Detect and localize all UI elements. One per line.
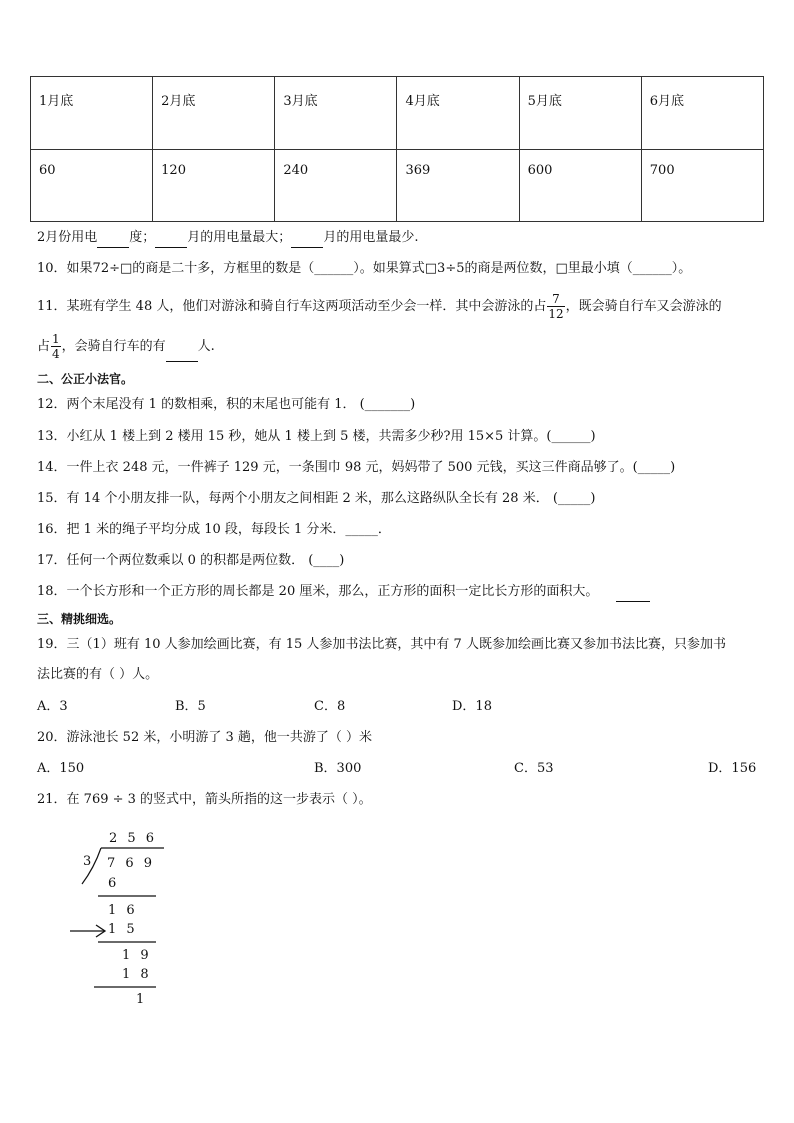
division-remainder: 1 bbox=[136, 992, 148, 1007]
division-step: 6 bbox=[108, 876, 120, 891]
table-cell: 1月底 bbox=[31, 77, 153, 150]
q11-text: 11．某班有学生 48 人，他们对游泳和骑自行车这两项活动至少会一样．其中会游泳的占 bbox=[37, 299, 547, 314]
divisor: 3 bbox=[83, 854, 95, 869]
table-cell: 4月底 bbox=[397, 77, 519, 150]
question-10: 10．如果72÷□的商是二十多，方框里的数是（______）。如果算式□3÷5的商是两位数，□里最小填（______）。 bbox=[37, 261, 692, 276]
q9-text: 月的用电量最少. bbox=[323, 230, 419, 245]
table-cell: 2月底 bbox=[153, 77, 275, 150]
quotient: 2 5 6 bbox=[109, 831, 158, 846]
table-cell: 369 bbox=[397, 149, 519, 222]
division-lines bbox=[60, 820, 180, 1020]
question-11-line2 bbox=[37, 332, 215, 362]
fraction-numerator: 7 bbox=[547, 292, 564, 307]
question-19-line1: 19．三（1）班有 10 人参加绘画比赛，有 15 人参加书法比赛，其中有 7 人既参加绘画比赛又参加书法比赛，只参加书 bbox=[37, 637, 726, 652]
electricity-table bbox=[30, 76, 764, 222]
q9-text: 月的用电量最大； bbox=[187, 230, 292, 245]
table-cell: 600 bbox=[519, 149, 641, 222]
question-15: 15．有 14 个小朋友排一队，每两个小朋友之间相距 2 米，那么这路纵队全长有 28 米． (_____) bbox=[37, 491, 596, 506]
q11-text: ，会骑自行车的有 bbox=[61, 339, 166, 354]
table-cell: 120 bbox=[153, 149, 275, 222]
q11-text: 占 bbox=[37, 339, 51, 354]
q11-text: ，既会骑自行车又会游泳的 bbox=[565, 299, 722, 314]
fraction-1-4 bbox=[51, 332, 61, 361]
question-13: 13．小红从 1 楼上到 2 楼用 15 秒，她从 1 楼上到 5 楼，共需多少秒?用 15×5 计算。(______) bbox=[37, 429, 596, 444]
section-heading-2: 二、公正小法官。 bbox=[37, 372, 134, 386]
division-step: 1 9 bbox=[122, 948, 152, 963]
table-cell: 3月底 bbox=[275, 77, 397, 150]
long-division-figure bbox=[60, 820, 180, 1020]
table-cell: 700 bbox=[641, 149, 763, 222]
dividend: 7 6 9 bbox=[107, 856, 156, 871]
answer-blank[interactable] bbox=[97, 229, 129, 248]
question-9-blanks bbox=[37, 229, 418, 248]
fraction-denominator: 12 bbox=[548, 307, 564, 321]
section-heading-3: 三、精挑细选。 bbox=[37, 612, 122, 626]
answer-blank[interactable] bbox=[166, 333, 198, 362]
division-step: 1 6 bbox=[108, 903, 138, 918]
q19-option-d[interactable]: D．18 bbox=[452, 699, 492, 714]
q19-option-a[interactable]: A．3 bbox=[37, 699, 68, 714]
question-11-line1 bbox=[37, 292, 722, 321]
table-cell: 6月底 bbox=[641, 77, 763, 150]
table-cell: 240 bbox=[275, 149, 397, 222]
q9-text: 度； bbox=[129, 230, 156, 245]
answer-blank[interactable] bbox=[155, 229, 187, 248]
question-12: 12．两个末尾没有 1 的数相乘，积的末尾也可能有 1． (_______) bbox=[37, 397, 416, 412]
fraction-denominator: 4 bbox=[52, 347, 60, 361]
q18-text: 18．一个长方形和一个正方形的周长都是 20 厘米，那么，正方形的面积一定比长方形的面积大。 bbox=[37, 584, 599, 599]
q20-option-b[interactable]: B．300 bbox=[314, 761, 362, 776]
answer-blank[interactable] bbox=[616, 583, 650, 602]
question-20: 20．游泳池长 52 米，小明游了 3 趟，他一共游了（ ）米 bbox=[37, 730, 373, 745]
question-19-line2: 法比赛的有（ ）人。 bbox=[37, 667, 159, 682]
division-step: 1 8 bbox=[122, 967, 152, 982]
question-14: 14．一件上衣 248 元，一件裤子 129 元，一条围巾 98 元，妈妈带了 500 元钱，买这三件商品够了。(_____) bbox=[37, 460, 676, 475]
question-16: 16．把 1 米的绳子平均分成 10 段，每段长 1 分米．_____． bbox=[37, 522, 391, 537]
table-cell: 60 bbox=[31, 149, 153, 222]
fraction-7-12 bbox=[547, 292, 564, 321]
division-step-highlighted: 1 5 bbox=[108, 922, 138, 937]
q20-option-d[interactable]: D．156 bbox=[708, 761, 757, 776]
q19-option-b[interactable]: B．5 bbox=[175, 699, 206, 714]
table-cell: 5月底 bbox=[519, 77, 641, 150]
q11-text: 人. bbox=[197, 339, 215, 354]
question-21: 21．在 769 ÷ 3 的竖式中，箭头所指的这一步表示（ ）。 bbox=[37, 792, 372, 807]
table-header-row bbox=[31, 77, 764, 150]
q20-option-c[interactable]: C．53 bbox=[514, 761, 554, 776]
question-18 bbox=[37, 583, 650, 602]
arrow-right-icon bbox=[70, 923, 110, 939]
fraction-numerator: 1 bbox=[52, 332, 60, 346]
q9-text: 2月份用电 bbox=[37, 230, 98, 245]
question-17: 17．任何一个两位数乘以 0 的积都是两位数． (____) bbox=[37, 553, 345, 568]
q20-option-a[interactable]: A．150 bbox=[37, 761, 85, 776]
q19-option-c[interactable]: C．8 bbox=[314, 699, 346, 714]
table-value-row bbox=[31, 149, 764, 222]
answer-blank[interactable] bbox=[291, 229, 323, 248]
